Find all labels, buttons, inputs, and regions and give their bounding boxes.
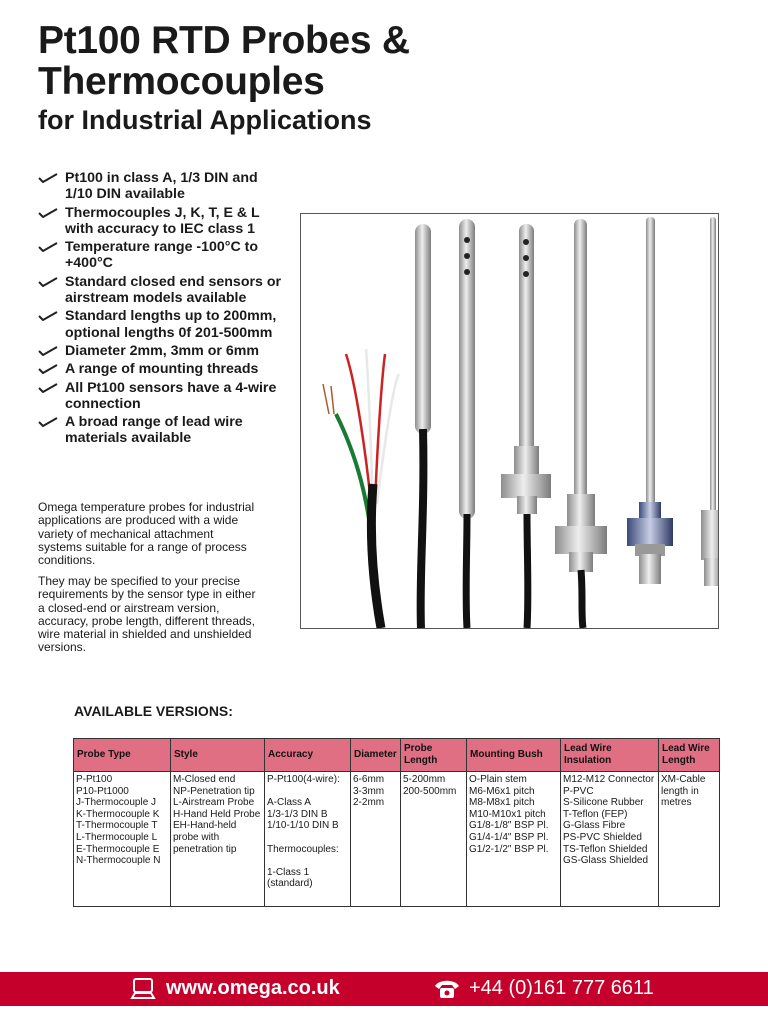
tick-icon — [38, 311, 58, 321]
versions-table — [73, 738, 720, 907]
feature-item — [38, 414, 288, 447]
feature-item — [38, 274, 288, 307]
tick-icon — [38, 364, 58, 374]
probes-illustration — [301, 214, 718, 628]
feature-item — [38, 205, 288, 238]
column-header: Mounting Bush — [467, 739, 561, 772]
table-cell: O-Plain stem M6-M6x1 pitch M8-M8x1 pitch M10-M10x1 pitch G1/8-1/8" BSP Pl. G1/4-1/4" BSP Pl. G1/2-1/2" BSP Pl. — [467, 772, 561, 907]
column-header: Lead Wire Insulation — [561, 739, 659, 772]
feature-item — [38, 308, 288, 341]
computer-icon — [130, 978, 156, 1000]
probe-product-photo — [300, 213, 719, 629]
tick-icon — [38, 346, 58, 356]
feature-text: Standard lengths up to 200mm, optional lengths 0f 201-500mm — [65, 308, 277, 341]
feature-text: Standard closed end sensors or airstream models available — [65, 273, 282, 307]
tick-icon — [38, 277, 58, 287]
title-line-2: Thermocouples — [38, 60, 325, 103]
feature-text: Pt100 in class A, 1/3 DIN and 1/10 DIN available — [65, 170, 258, 203]
table-cell: P-Pt100(4-wire): A-Class A 1/3-1/3 DIN B 1/10-1/10 DIN B Thermocouples: 1-Class 1 (standard) — [265, 772, 351, 907]
feature-item — [38, 239, 288, 272]
feature-item — [38, 170, 288, 203]
feature-text: A range of mounting threads — [65, 361, 259, 378]
column-header: Probe Type — [74, 739, 171, 772]
table-header-row — [74, 739, 720, 772]
table-cell: 5-200mm 200-500mm — [401, 772, 467, 907]
page-subtitle: for Industrial Applications — [38, 105, 372, 135]
page-title — [38, 20, 410, 102]
tick-icon — [38, 208, 58, 218]
website-text: www.omega.co.uk — [166, 977, 340, 999]
table-row — [74, 772, 720, 907]
column-header: Probe Length — [401, 739, 467, 772]
table-cell: P-Pt100 P10-Pt1000 J-Thermocouple J K-Thermocouple K T-Thermocouple T L-Thermocouple L E-Thermocouple E N-Thermocouple N — [74, 772, 171, 907]
column-header: Accuracy — [265, 739, 351, 772]
table-cell: M12-M12 Connector P-PVC S-Silicone Rubber T-Teflon (FEP) G-Glass Fibre PS-PVC Shielded TS-Teflon Shielded GS-Glass Shielded — [561, 772, 659, 907]
column-header: Lead Wire Length — [659, 739, 720, 772]
feature-text: All Pt100 sensors have a 4-wire connection — [65, 379, 277, 412]
tick-icon — [38, 173, 58, 183]
website-link[interactable] — [130, 977, 340, 1000]
table-cell: 6-6mm 3-3mm 2-2mm — [351, 772, 401, 907]
available-versions-heading: AVAILABLE VERSIONS: — [74, 703, 233, 719]
column-header: Style — [171, 739, 265, 772]
feature-item — [38, 343, 288, 359]
tick-icon — [38, 383, 58, 393]
feature-text: A broad range of lead wire materials available — [65, 414, 243, 447]
feature-text: Thermocouples J, K, T, E & L with accuracy to IEC class 1 — [65, 204, 260, 237]
footer-bar — [0, 972, 768, 1006]
table-cell: M-Closed end NP-Penetration tip L-Airstream Probe H-Hand Held Probe EH-Hand-held probe with penetration tip — [171, 772, 265, 907]
feature-text: Diameter 2mm, 3mm or 6mm — [65, 342, 259, 359]
tick-icon — [38, 417, 58, 427]
table-cell: XM-Cable length in metres — [659, 772, 720, 907]
telephone-icon — [433, 978, 461, 1000]
feature-list — [38, 170, 288, 449]
feature-text: Temperature range -100°C to +400°C — [65, 239, 259, 272]
feature-item — [38, 361, 288, 377]
tick-icon — [38, 242, 58, 252]
title-line-1: Pt100 RTD Probes & — [38, 19, 410, 62]
feature-item — [38, 380, 288, 413]
phone-number[interactable] — [433, 977, 654, 1000]
spec-paragraph: They may be specified to your precise requirements by the sensor type in either a closed-end or airstream version, accuracy, probe length, different threads, wire material in shielded and unshielded versions. — [38, 574, 256, 655]
phone-text: +44 (0)161 777 6611 — [469, 977, 654, 999]
intro-paragraph: Omega temperature probes for industrial applications are produced with a wide variety of mechanical attachment systems suitable for a range of process conditions. — [38, 500, 255, 568]
column-header: Diameter — [351, 739, 401, 772]
